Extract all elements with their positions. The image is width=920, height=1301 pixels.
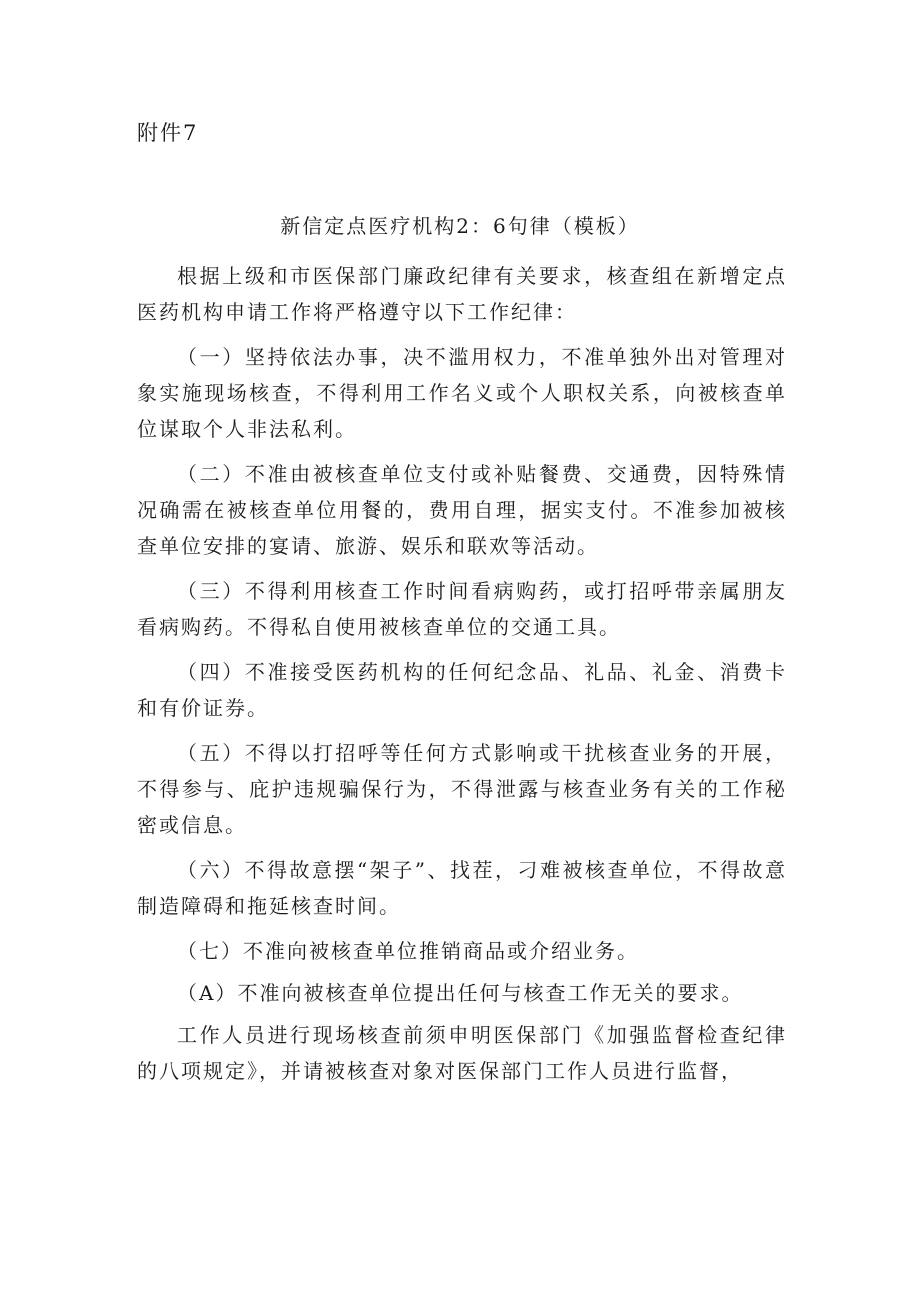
rule-paragraph-1: （一）坚持依法办事，决不滥用权力，不准单独外出对管理对象实施现场核查，不得利用工作名义或个人职权关系，向被核查单位谋取个人非法私利。 [137, 345, 787, 441]
document-body [137, 258, 787, 1098]
rule-paragraph-7: （七）不准向被核查单位推销商品或介绍业务。 [177, 939, 639, 963]
rule-paragraph-3: （三）不得利用核查工作时间看病购药，或打招呼带亲属朋友看病购药。不得私自使用被核查单位的交通工具。 [137, 579, 787, 639]
rule-paragraph-2: （二）不准由被核查单位支付或补贴餐费、交通费，因特殊情况确需在被核查单位用餐的，费用自理，据实支付。不准参加被核查单位安排的宴请、旅游、娱乐和联欢等活动。 [137, 462, 787, 558]
closing-paragraph: 工作人员进行现场核查前须申明医保部门《加强监督检查纪律的八项规定》，并请被核查对象对医保部门工作人员进行监督， [137, 1023, 787, 1083]
intro-paragraph: 根据上级和市医保部门廉政纪律有关要求，核查组在新增定点医药机构申请工作将严格遵守以下工作纪律： [137, 264, 787, 324]
rule-paragraph-5: （五）不得以打招呼等任何方式影响或干扰核查业务的开展，不得参与、庇护违规骗保行为，不得泄露与核查业务有关的工作秘密或信息。 [137, 741, 787, 837]
rule-paragraph-8: （A）不准向被核查单位提出任何与核查工作无关的要求。 [177, 981, 744, 1005]
rule-paragraph-4: （四）不准接受医药机构的任何纪念品、礼品、礼金、消费卡和有价证券。 [137, 660, 787, 720]
rule-paragraph-6: （六）不得故意摆“架子”、找茬，刁难被核查单位，不得故意制造障碍和拖延核查时间。 [137, 858, 787, 918]
document-title: 新信定点医疗机构2：6句律（模板） [280, 214, 640, 238]
attachment-label: 附件7 [137, 121, 199, 145]
